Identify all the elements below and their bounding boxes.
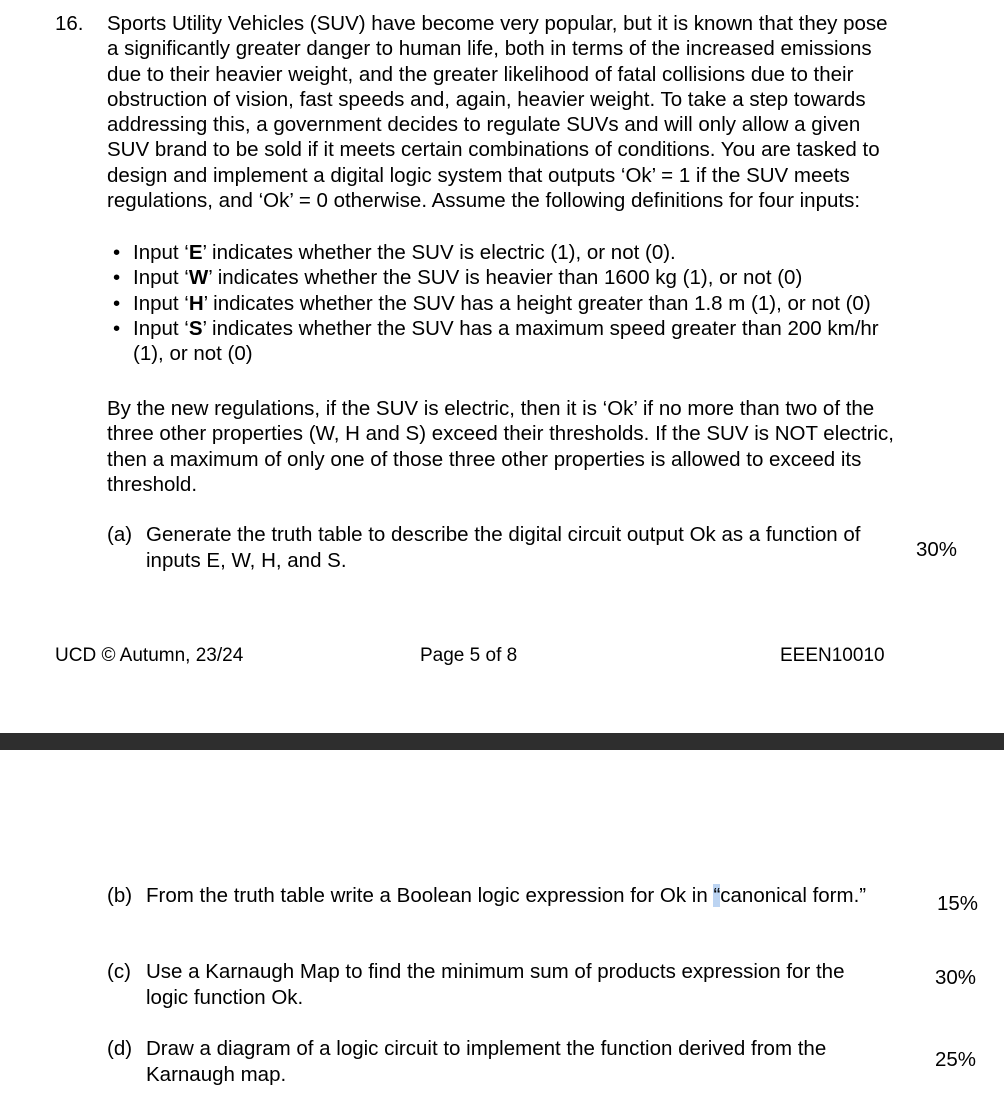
part-text: Generate the truth table to describe the digital circuit output Ok as a function of inputs E, W, H, and S. xyxy=(146,523,861,572)
part-label: (a) xyxy=(107,523,133,546)
part-a xyxy=(107,522,867,573)
bullet-icon: • xyxy=(113,241,121,264)
part-a-marks: 30% xyxy=(916,538,958,561)
part-label: (b) xyxy=(107,884,133,907)
bullet-icon: • xyxy=(113,316,121,340)
text-selection-highlight: “ xyxy=(713,884,721,907)
input-variable: W xyxy=(188,266,209,290)
list-item: • Input ‘E’ indicates whether the SUV is electric (1), or not (0). xyxy=(113,241,676,264)
list-item: • Input ‘H’ indicates whether the SUV has a height greater than 1.8 m (1), or not (0) xyxy=(113,291,871,315)
part-label: (d) xyxy=(107,1037,133,1060)
part-text: Draw a diagram of a logic circuit to implement the function derived from the Karnaugh map. xyxy=(146,1037,827,1086)
input-variable: S xyxy=(188,316,203,340)
input-variable: H xyxy=(188,291,204,315)
footer-course-code: EEEN10010 xyxy=(780,645,885,666)
part-label: (c) xyxy=(107,960,131,983)
list-item: • Input ‘S’ indicates whether the SUV has a maximum speed greater than 200 km/hr (1), or not (0) xyxy=(113,316,879,366)
part-text: Use a Karnaugh Map to find the minimum sum of products expression for the logic function Ok. xyxy=(146,960,845,1009)
footer-institution: UCD © Autumn, 23/24 xyxy=(55,645,244,666)
list-item: • Input ‘W’ indicates whether the SUV is heavier than 1600 kg (1), or not (0) xyxy=(113,266,803,290)
part-d xyxy=(107,1036,867,1087)
part-text: From the truth table write a Boolean logic expression for Ok in “canonical form.” xyxy=(146,884,867,907)
regulations-paragraph: By the new regulations, if the SUV is electric, then it is ‘Ok’ if no more than two of the three other properties (W, H and S) exceed their thresholds. If the SUV is NOT electric, then a maximum of only one of those three other properties is allowed to exceed its threshold. xyxy=(107,397,894,496)
bullet-icon: • xyxy=(113,291,121,315)
part-d-marks: 25% xyxy=(935,1048,977,1071)
question-number: 16. xyxy=(55,12,84,35)
part-b xyxy=(107,883,867,909)
bullet-icon: • xyxy=(113,266,121,290)
part-c-marks: 30% xyxy=(935,966,977,989)
question-intro: Sports Utility Vehicles (SUV) have become very popular, but it is known that they pose a significantly greater danger to human life, both in terms of the increased emissions due to their heavier weight, and the greater likelihood of fatal collisions due to their obstruction of vision, fast speeds and, again, heavier weight. To take a step towards addressing this, a government decides to regulate SUVs and will only allow a given SUV brand to be sold if it meets certain combinations of conditions. You are tasked to design and implement a digital logic system that outputs ‘Ok’ = 1 if the SUV meets regulations, and ‘Ok’ = 0 otherwise. Assume the following definitions for four inputs: xyxy=(107,12,888,213)
input-variable: E xyxy=(188,241,203,264)
part-b-marks: 15% xyxy=(937,892,979,915)
page-separator xyxy=(0,733,1004,750)
part-c xyxy=(107,959,867,1010)
footer-page-number: Page 5 of 8 xyxy=(420,645,518,666)
input-definitions-list xyxy=(113,240,893,366)
